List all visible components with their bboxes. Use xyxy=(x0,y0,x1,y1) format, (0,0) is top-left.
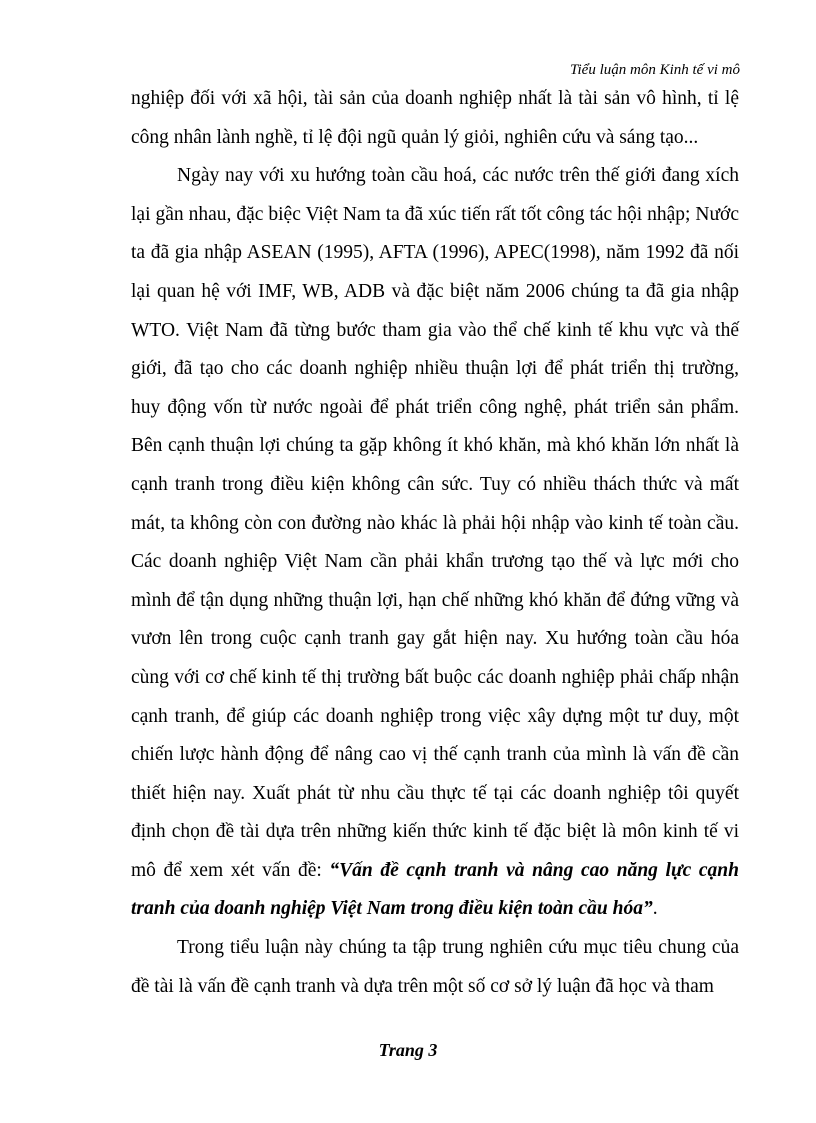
paragraph-1: nghiệp đối với xã hội, tài sản của doanh nghiệp nhất là tài sản vô hình, tỉ lệ công nhân lành nghề, tỉ lệ đội ngũ quản lý giỏi, nghiên cứu và sáng tạo... xyxy=(131,88,739,148)
paragraph-2-end: . xyxy=(652,898,658,920)
paragraph-2-text: Ngày nay với xu hướng toàn cầu hoá, các nước trên thế giới đang xích lại gần nhau, đặc biệc Việt Nam ta đã xúc tiến rất tốt công tác hội nhập; Nước ta đã gia nhập ASEAN (1995), AFTA (1996), APEC(1998), năm 1992 đã nối lại quan hệ với IMF, WB, ADB và đặc biệt năm 2006 chúng ta đã gia nhập WTO. Việt Nam đã từng bước tham gia vào thể chế kinh tế khu vực và thế giới, đã tạo cho các doanh nghiệp nhiều thuận lợi để phát triển thị trường, huy động vốn từ nước ngoài để phát triển công nghệ, phát triển sản phẩm. Bên cạnh thuận lợi chúng ta gặp không ít khó khăn, mà khó khăn lớn nhất là cạnh tranh trong điều kiện không cân sức. Tuy có nhiều thách thức và mất mát, ta không còn con đường nào khác là phải hội nhập vào kinh tế toàn cầu. Các doanh nghiệp Việt Nam cần phải khẩn trương tạo thế và lực mới cho mình để tận dụng những thuận lợi, hạn chế những khó khăn để đứng vững và vươn lên trong cuộc cạnh tranh gay gắt hiện nay. Xu hướng toàn cầu hóa cùng với cơ chế kinh tế thị trường bất buộc các doanh nghiệp phải chấp nhận cạnh tranh, để giúp các doanh nghiệp trong việc xây dựng một tư duy, một chiến lược hành động để nâng cao vị thế cạnh tranh của mình là vấn đề cần thiết hiện nay. Xuất phát từ nhu cầu thực tế tại các doanh nghiệp tôi quyết định chọn đề tài dựa trên những kiến thức kinh tế đặc biệt là môn kinh tế vi mô để xem xét vấn đề: xyxy=(131,165,739,881)
paragraph-3: Trong tiểu luận này chúng ta tập trung nghiên cứu mục tiêu chung của đề tài là vấn đề cạnh tranh và dựa trên một số cơ sở lý luận đã học và tham xyxy=(131,937,739,997)
page-number: Trang 3 xyxy=(378,1040,438,1060)
thesis-title: “Vấn đề cạnh tranh và nâng cao năng lực cạnh tranh của doanh nghiệp Việt Nam trong điều kiện toàn cầu hóa” xyxy=(131,859,740,920)
body-text xyxy=(131,80,739,1006)
page-header: Tiểu luận môn Kinh tế vi mô xyxy=(570,62,740,78)
paragraph-2 xyxy=(131,157,739,929)
